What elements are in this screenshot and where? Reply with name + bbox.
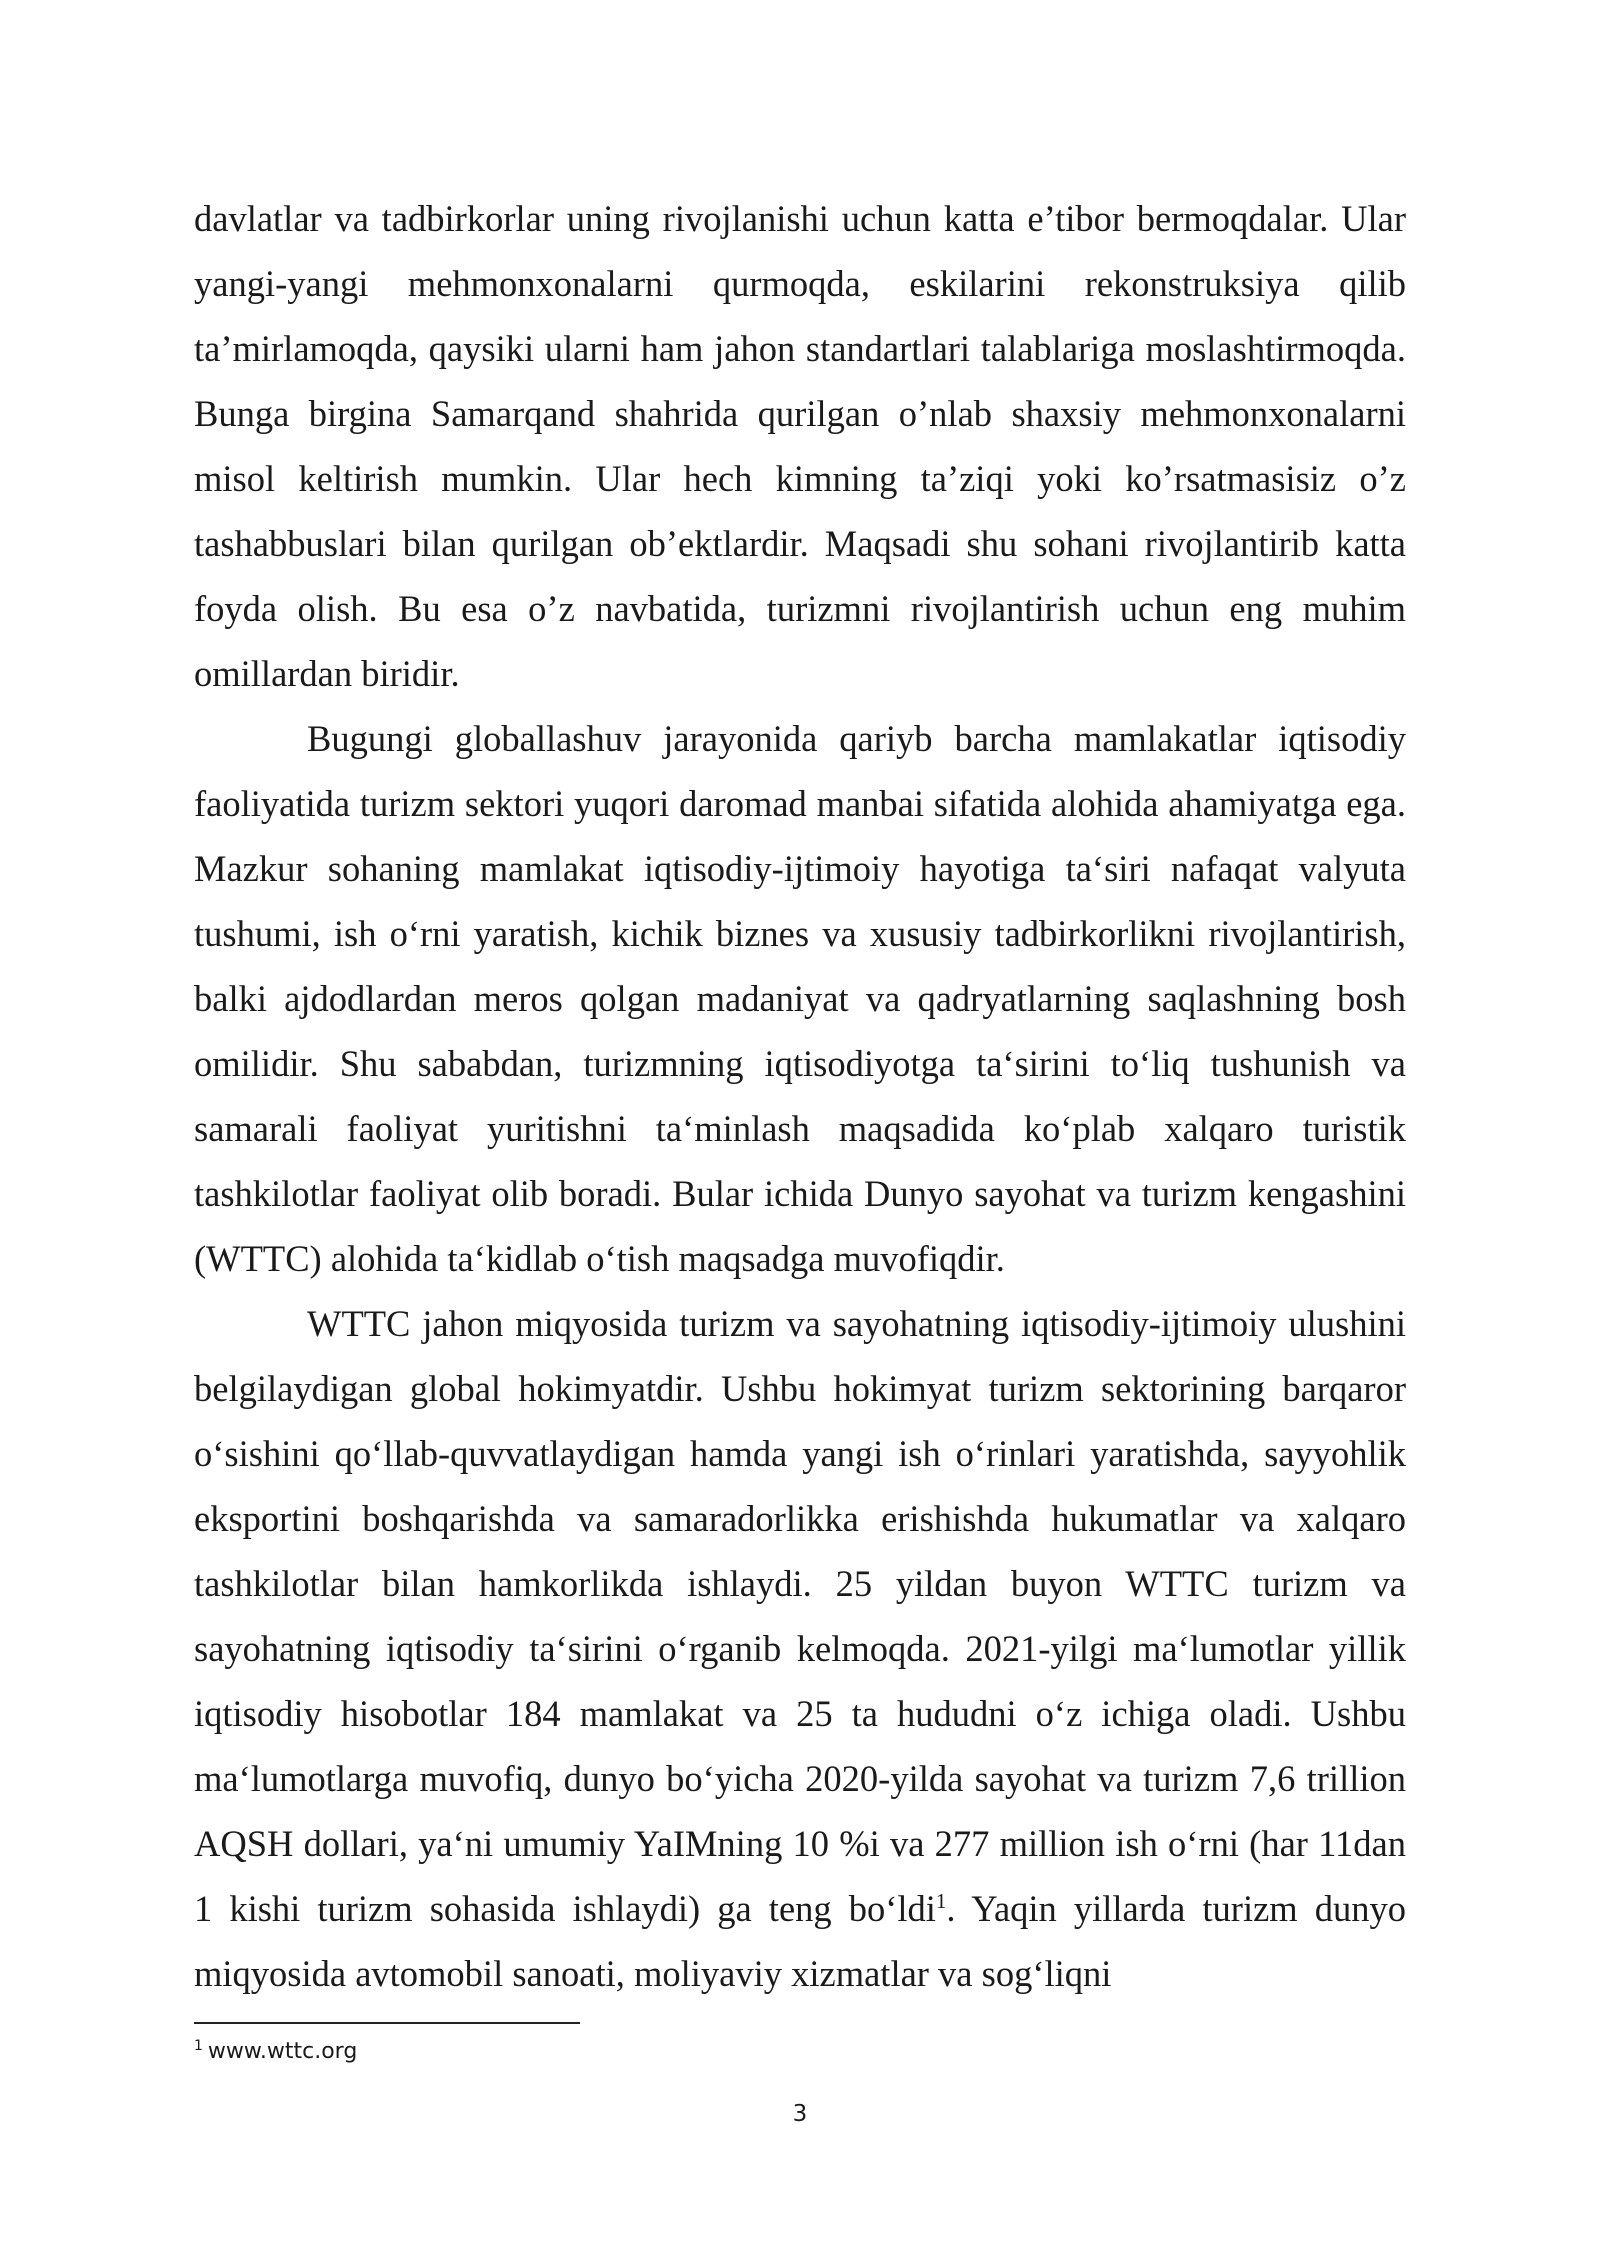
paragraph-1: davlatlar va tadbirkorlar uning rivojlanishi uchun katta e’tibor bermoqdalar. Ular yangi-yangi mehmonxonalarni qurmoqda, eskilarini rekonstruksiya qilib ta’mirlamoqda, qaysiki ularni ham jahon standartlari talablariga moslashtirmoqda. Bunga birgina Samarqand shahrida qurilgan o’nlab shaxsiy mehmonxonalarni misol keltirish mumkin. Ular hech kimning ta’ziqi yoki ko’rsatmasisiz o’z tashabbuslari bilan qurilgan ob’ektlardir. Maqsadi shu sohani rivojlantirib katta foyda olish. Bu esa o’z navbatida, turizmni rivojlantirish uchun eng muhim omillardan biridir. — [194, 198, 1406, 694]
paragraph-3-text-start: WTTC jahon miqyosida turizm va sayohatning iqtisodiy-ijtimoiy ulushini belgilaydigan global hokimyatdir. Ushbu hokimyat turizm sektorining barqaror o‘sishini qo‘llab-quvvatlaydigan hamda yangi ish o‘rinlari yaratishda, sayyohlik eksportini boshqarishda va samaradorlikka erishishda hukumatlar va xalqaro tashkilotlar bilan hamkorlikda ishlaydi. 25 yildan buyon WTTC turizm va sayohatning iqtisodiy ta‘sirini o‘rganib kelmoqda. 2021-yilgi ma‘lumotlar yillik iqtisodiy hisobotlar 184 mamlakat va 25 ta hududni o‘z ichiga oladi. Ushbu ma‘lumotlarga muvofiq, dunyo bo‘yicha 2020-yilda sayohat va turizm 7,6 trillion AQSH dollari, ya‘ni umumiy YaIMning 10 %i va 277 million ish o‘rni (har 11dan 1 kishi turizm sohasida ishlaydi) ga teng bo‘ldi — [194, 1303, 1406, 1929]
body-text — [194, 186, 1406, 2006]
footnote-reference[interactable]: 1 — [935, 1888, 947, 1913]
footnote — [194, 2036, 357, 2068]
paragraph-3-text-end: . Yaqin yillarda turizm dunyo miqyosida avtomobil sanoati, moliyaviy xizmatlar va sog‘liqni — [194, 1888, 1406, 1994]
paragraph-2: Bugungi globallashuv jarayonida qariyb barcha mamlakatlar iqtisodiy faoliyatida turizm sektori yuqori daromad manbai sifatida alohida ahamiyatga ega. Mazkur sohaning mamlakat iqtisodiy-ijtimoiy hayotiga ta‘siri nafaqat valyuta tushumi, ish o‘rni yaratish, kichik biznes va xususiy tadbirkorlikni rivojlantirish, balki ajdodlardan meros qolgan madaniyat va qadryatlarning saqlashning bosh omilidir. Shu sababdan, turizmning iqtisodiyotga ta‘sirini to‘liq tushunish va samarali faoliyat yuritishni ta‘minlash maqsadida ko‘plab xalqaro turistik tashkilotlar faoliyat olib boradi. Bular ichida Dunyo sayohat va turizm kengashini (WTTC) alohida ta‘kidlab o‘tish maqsadga muvofiqdir. — [194, 718, 1406, 1279]
footnote-separator — [194, 2022, 580, 2024]
footnote-number: 1 — [194, 2037, 203, 2054]
page-number: 3 — [792, 2101, 808, 2127]
paragraph-3 — [194, 1291, 1406, 2006]
footnote-text: www.wttc.org — [207, 2039, 358, 2064]
